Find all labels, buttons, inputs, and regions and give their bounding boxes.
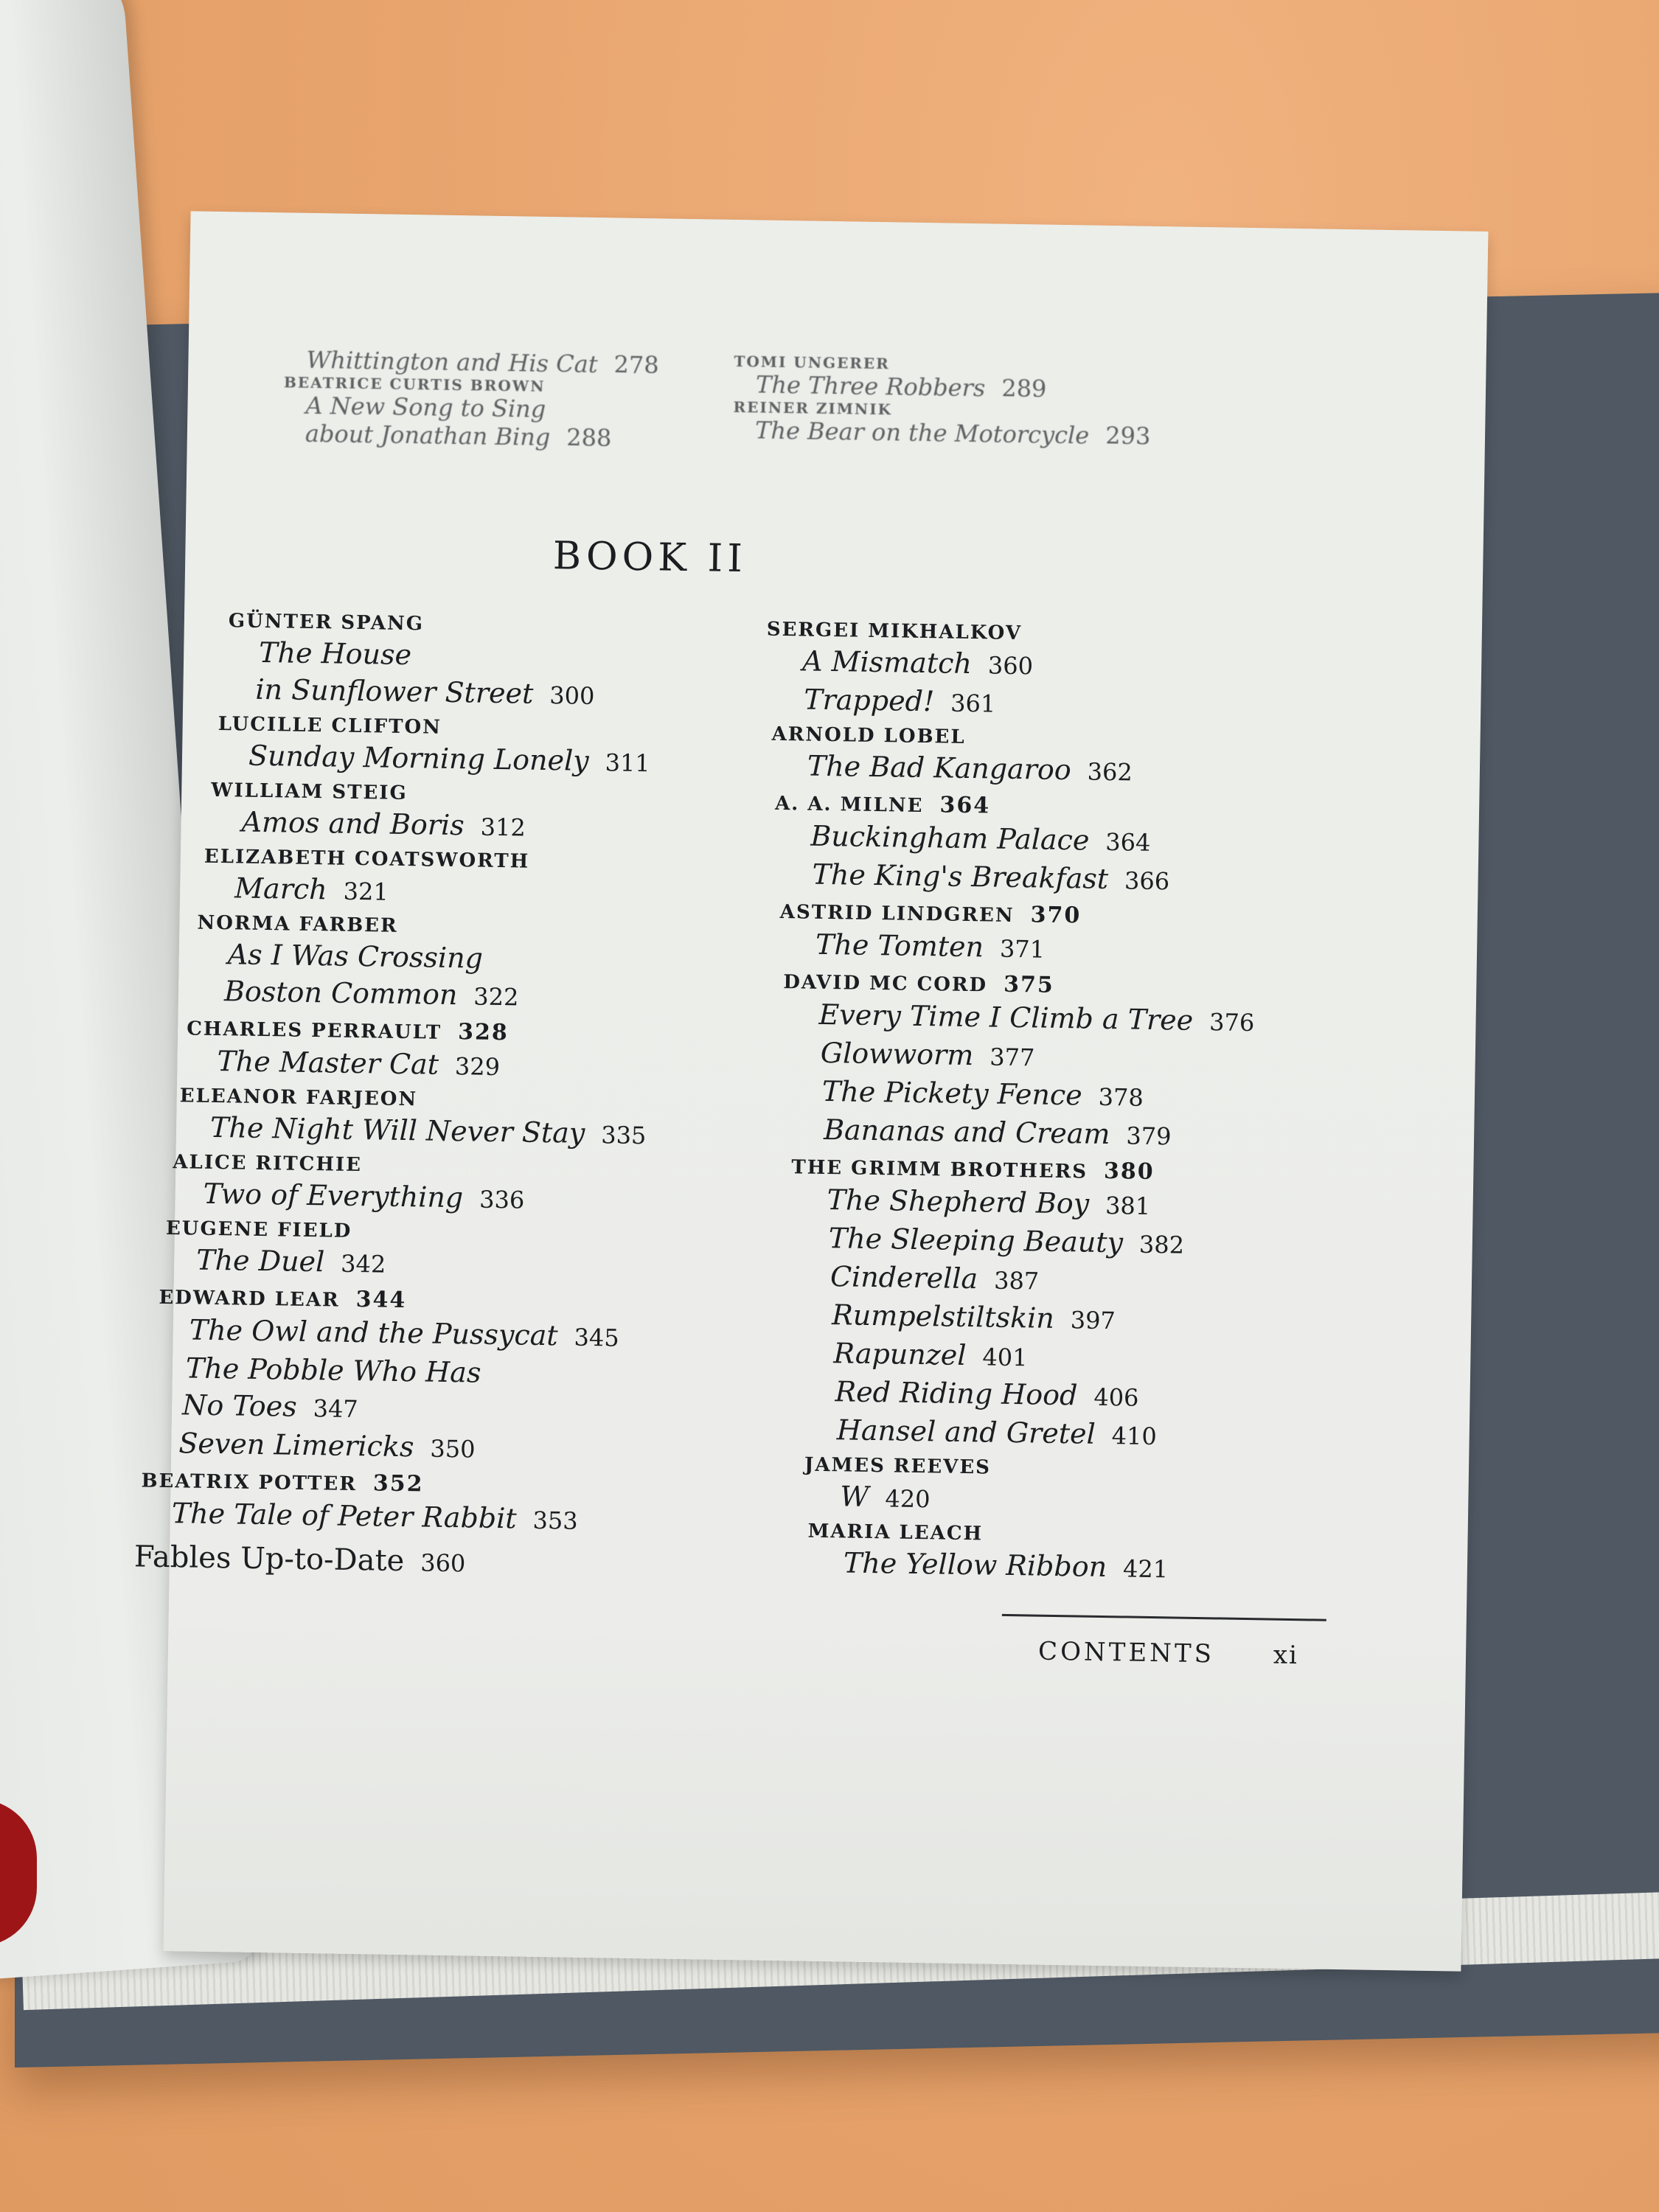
toc-title	[215, 737, 669, 782]
toc-title-text: The Pickety Fence	[821, 1074, 1083, 1112]
toc-author-name: A. A. MILNE	[774, 792, 924, 818]
toc-page-number: 360	[420, 1548, 466, 1578]
toc-entry	[134, 911, 667, 1018]
toc-page-number: 312	[480, 813, 526, 842]
toc-author-name: GÜNTER SPANG	[228, 610, 425, 636]
toc-page-number: 377	[989, 1043, 1035, 1072]
toc-title-text: The Master Cat	[217, 1045, 439, 1081]
toc-entry	[754, 1153, 1289, 1457]
toc-title-text: W	[840, 1480, 869, 1513]
toc-page-number: 350	[430, 1434, 476, 1464]
toc-title-text: The Night Will Never Stay	[209, 1110, 585, 1150]
toc-title	[802, 1411, 1285, 1457]
toc-page-number: 364	[1105, 827, 1151, 857]
toc-title	[201, 869, 667, 915]
toc-entry	[762, 790, 1295, 902]
toc-author-name: EDWARD LEAR	[159, 1286, 340, 1312]
toc-title-text: The Pobble Who Has	[185, 1352, 481, 1389]
toc-page-number: 362	[1087, 757, 1133, 787]
toc-title	[134, 1537, 657, 1586]
toc-page-number: 361	[950, 689, 996, 718]
toc-page-number: 376	[1208, 1008, 1255, 1037]
toc-title-text: Rumpelstiltskin	[831, 1298, 1055, 1335]
toc-title-text: The Bad Kangaroo	[807, 749, 1072, 787]
toc-author-name: ALICE RITCHIE	[173, 1151, 363, 1177]
toc-title-text: Whittington and His Cat	[306, 345, 598, 379]
toc-page-number: 378	[1098, 1082, 1144, 1112]
toc-page-number: 401	[982, 1343, 1028, 1372]
toc-author-page: 375	[1003, 971, 1054, 998]
toc-author-name: THE GRIMM BROTHERS	[791, 1156, 1088, 1183]
toc-page-number: 321	[343, 877, 389, 906]
toc-title-text: Rapunzel	[833, 1337, 967, 1372]
toc-author-name: NORMA FARBER	[197, 911, 398, 937]
toc-title	[733, 416, 1151, 451]
toc-title	[145, 1425, 658, 1471]
toc-title-text: in Sunflower Street	[255, 672, 534, 710]
toc-author-name: SERGEI MIKHALKOV	[766, 618, 1023, 645]
toc-author-name: ARNOLD LOBEL	[771, 723, 966, 748]
toc-page-number: 360	[987, 651, 1034, 681]
toc-page-number: 311	[605, 748, 651, 778]
toc-author-page: 370	[1030, 902, 1082, 929]
toc-title-text: The Shepherd Boy	[827, 1183, 1090, 1220]
toc-title-text: Bananas and Cream	[823, 1113, 1110, 1151]
toc-title-text: The Three Robbers	[755, 370, 986, 403]
toc-title-text: March	[234, 872, 328, 906]
toc-page-number: 406	[1093, 1382, 1139, 1412]
toc-title-text: Boston Common	[223, 975, 458, 1012]
footer-rule	[1002, 1614, 1326, 1621]
toc-author-name: BEATRIX POTTER	[141, 1470, 358, 1496]
toc-title-text: Trapped!	[803, 683, 935, 718]
toc-title-text: The Bear on the Motorcycle	[754, 416, 1090, 450]
toc-title	[283, 419, 658, 453]
toc-page-number: 288	[566, 423, 612, 453]
toc-page-number: 410	[1111, 1422, 1158, 1451]
toc-page-number: 329	[454, 1052, 501, 1082]
toc-title-text: Seven Limericks	[178, 1427, 414, 1464]
toc-author-page: 344	[355, 1287, 407, 1314]
toc-author-name: ASTRID LINDGREN	[779, 900, 1015, 927]
toc-entry	[132, 1084, 664, 1154]
toc-page-number: 382	[1138, 1230, 1185, 1259]
toc-title-text: Hansel and Gretel	[836, 1413, 1096, 1450]
toc-title-text: Cinderella	[830, 1260, 978, 1295]
toc-title-text: Sunday Morning Lonely	[248, 739, 590, 777]
toc-title	[183, 1042, 664, 1088]
toc-title-text: As I Was Crossing	[227, 938, 484, 975]
toc-page-number: 381	[1105, 1191, 1151, 1220]
toc-title-text: Fables Up-to-Date	[133, 1540, 405, 1579]
toc-title	[806, 1478, 1284, 1523]
toc-title	[770, 681, 1297, 727]
toc-author-name: JAMES REEVES	[804, 1453, 992, 1479]
toc-entry	[762, 898, 1293, 972]
toc-author-page: 352	[372, 1470, 424, 1498]
toc-title-text: Every Time I Climb a Tree	[818, 998, 1194, 1037]
toc-author-page: 364	[939, 792, 991, 819]
contents-right-column	[751, 619, 1298, 1594]
toc-page-number: 387	[993, 1266, 1040, 1295]
toc-author: REINER ZIMNIK	[733, 397, 893, 419]
toc-title	[207, 803, 668, 849]
toc-title-text: The King's Breakfast	[812, 858, 1109, 895]
toc-title-text: about Jonathan Bing	[305, 419, 551, 452]
toc-entry	[136, 844, 667, 914]
toc-title	[162, 1241, 661, 1287]
toc-title	[169, 1175, 662, 1220]
toc-author-name: DAVID MC CORD	[783, 971, 988, 997]
toc-author-name: ELIZABETH COATSWORTH	[204, 845, 530, 873]
toc-page-number: 420	[885, 1484, 931, 1514]
toc-entry	[765, 723, 1296, 793]
toc-title	[782, 925, 1293, 972]
toc-page-number: 347	[313, 1394, 359, 1424]
toc-title-text: The Owl and the Pussycat	[189, 1313, 558, 1352]
toc-entry	[131, 1150, 662, 1220]
toc-author: TOMI UNGERER	[734, 352, 890, 373]
toc-page-number: 345	[574, 1323, 619, 1352]
toc-page-number: 289	[1001, 374, 1047, 403]
toc-entry	[127, 1283, 661, 1470]
contents-page	[133, 211, 1489, 1971]
top-column-left	[283, 345, 659, 453]
toc-page-number: 293	[1105, 421, 1151, 451]
top-faded-entries	[283, 345, 1464, 453]
toc-author-name: LUCILLE CLIFTON	[218, 712, 442, 739]
contents-left-column	[125, 608, 672, 1586]
toc-title	[790, 1110, 1290, 1157]
toc-title-text: The Tomten	[815, 928, 984, 964]
toc-title-text: No Toes	[181, 1388, 298, 1423]
toc-title-text: Amos and Boris	[241, 805, 465, 842]
footer-label: CONTENTS	[1037, 1636, 1215, 1669]
top-column-right	[733, 352, 1152, 451]
toc-title	[778, 855, 1294, 902]
toc-page-number: 322	[473, 982, 519, 1012]
toc-title-text: The Yellow Ribbon	[843, 1546, 1107, 1584]
toc-page-number: 342	[340, 1249, 386, 1279]
toc-author-name: CHARLES PERRAULT	[186, 1018, 442, 1044]
toc-author-page: 328	[457, 1019, 509, 1046]
toc-title-text: Glowworm	[820, 1036, 974, 1072]
toc-title-text: The Tale of Peter Rabbit	[171, 1497, 517, 1535]
toc-title-text: Buckingham Palace	[810, 819, 1090, 857]
toc-title-text: The Duel	[195, 1243, 325, 1279]
toc-author-name: WILLIAM STEIG	[211, 779, 408, 805]
toc-entry	[138, 712, 669, 782]
toc-page-number: 336	[479, 1185, 525, 1214]
toc-title	[137, 1494, 657, 1540]
toc-author: BEATRICE CURTIS BROWN	[283, 373, 546, 395]
toc-entry	[752, 1520, 1284, 1590]
toc-entry	[133, 1014, 664, 1088]
toc-title	[810, 1544, 1284, 1590]
toc-author-name: ELEANOR FARJEON	[179, 1085, 418, 1111]
toc-title	[221, 670, 670, 716]
toc-entry	[765, 619, 1298, 727]
toc-page-number: 353	[532, 1506, 578, 1535]
toc-page-number: 379	[1126, 1121, 1172, 1151]
toc-author-page: 380	[1103, 1158, 1155, 1186]
toc-page-number: 371	[999, 934, 1046, 964]
footer-page-number: xi	[1273, 1640, 1299, 1671]
toc-entry	[130, 1217, 661, 1287]
toc-title-text: The House	[258, 636, 412, 672]
toc-page-number: 300	[549, 681, 595, 711]
toc-title-text: A New Song to Sing	[305, 391, 546, 423]
toc-author-name: MARIA LEACH	[807, 1520, 984, 1545]
toc-title-text: The Sleeping Beauty	[828, 1222, 1124, 1259]
toc-page-number: 397	[1070, 1306, 1116, 1335]
toc-author-name: EUGENE FIELD	[165, 1217, 352, 1242]
toc-entry	[125, 1467, 657, 1540]
toc-title	[773, 747, 1296, 793]
toc-entry	[139, 608, 671, 715]
toc-page-number: 335	[600, 1121, 647, 1150]
toc-entry	[753, 1453, 1284, 1523]
toc-page-number: 366	[1124, 866, 1170, 896]
toc-entry	[136, 778, 668, 848]
toc-title-text: A Mismatch	[801, 644, 973, 681]
toc-page-number: 421	[1122, 1554, 1169, 1584]
toc-title	[176, 1108, 664, 1154]
book-heading: BOOK II	[552, 534, 748, 582]
toc-title-text: Two of Everything	[203, 1177, 464, 1214]
running-footer	[1038, 1637, 1349, 1672]
toc-title-text: Red Riding Hood	[835, 1375, 1078, 1412]
toc-page-number: 278	[613, 350, 660, 380]
toc-entry	[759, 968, 1293, 1157]
toc-title	[190, 972, 666, 1018]
